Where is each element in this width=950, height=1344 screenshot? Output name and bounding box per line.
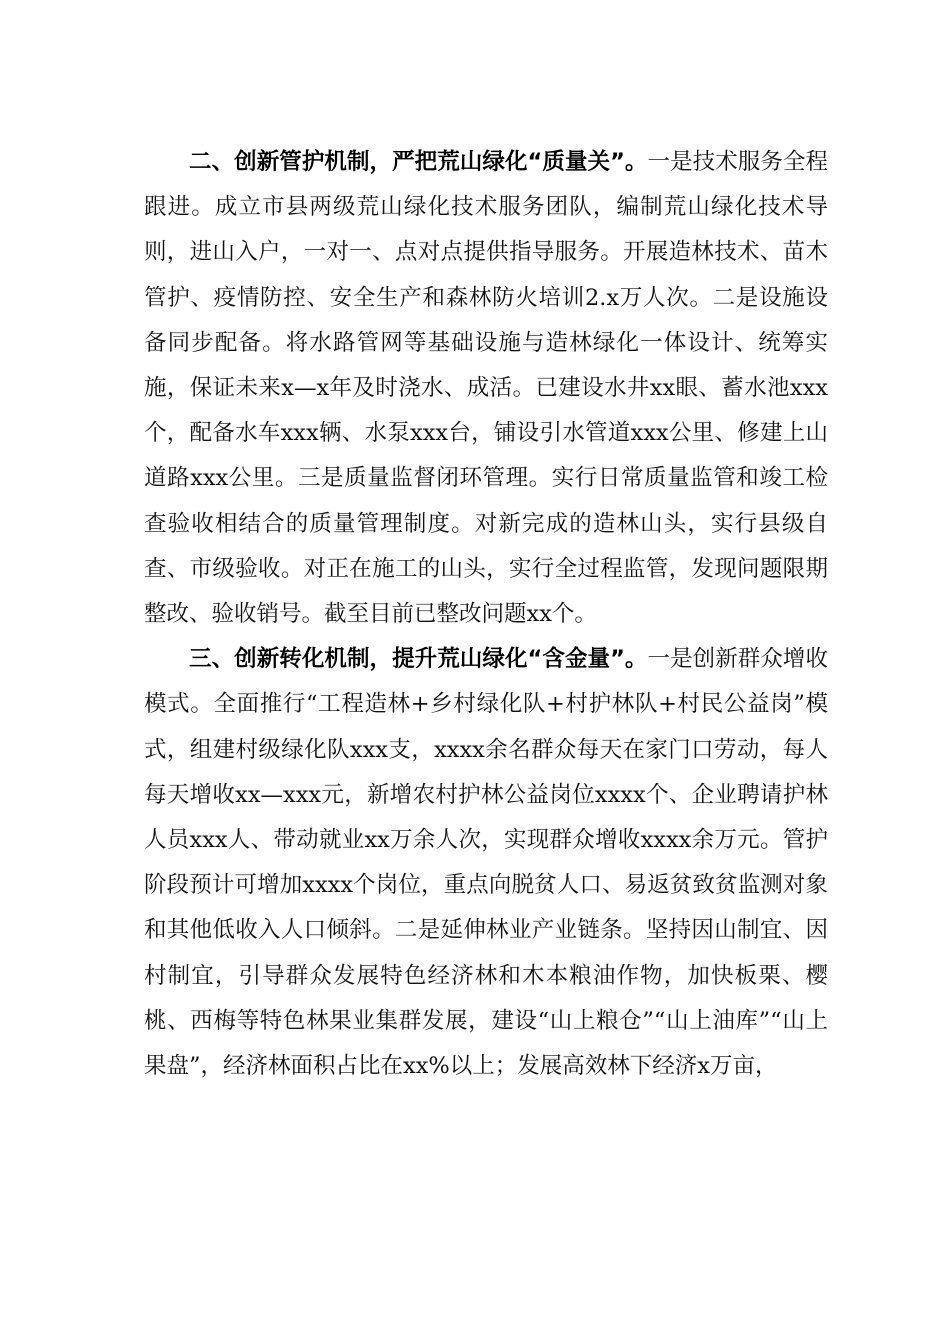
paragraph-transformation-mechanism <box>144 637 828 1089</box>
paragraph-heading: 二、创新管护机制，严把荒山绿化“质量关”。 <box>189 149 648 175</box>
paragraph-management-mechanism <box>144 140 828 637</box>
paragraph-body: 一是技术服务全程跟进。成立市县两级荒山绿化技术服务团队，编制荒山绿化技术导则，进山入户，一对一、点对点提供指导服务。开展造林技术、苗木管护、疫情防控、安全生产和森林防火培训2.x万人次。二是设施设备同步配备。将水路管网等基础设施与造林绿化一体设计、统筹实施，保证未来x—x年及时浇水、成活。已建设水井xx眼、蓄水池xxx个，配备水车xxx辆、水泵xxx台，铺设引水管道xxx公里、修建上山道路xxx公里。三是质量监督闭环管理。实行日常质量监管和竣工检查验收相结合的质量管理制度。对新完成的造林山头，实行县级自查、市级验收。对正在施工的山头，实行全过程监管，发现问题限期整改、验收销号。截至目前已整改问题xx个。 <box>144 149 828 628</box>
paragraph-heading: 三、创新转化机制，提升荒山绿化“含金量”。 <box>189 646 648 673</box>
document-body <box>144 140 828 1089</box>
paragraph-body: 一是创新群众增收模式。全面推行“工程造林+乡村绿化队+村护林队+村民公益岗”模式，组建村级绿化队xxx支，xxxx余名群众每天在家门口劳动，每人每天增收xx—xxx元，新增农村护林公益岗位xxxx个、企业聘请护林人员xxx人、带动就业xx万余人次，实现群众增收xxxx余万元。管护阶段预计可增加xxxx个岗位，重点向脱贫人口、易返贫致贫监测对象和其他低收入人口倾斜。二是延伸林业产业链条。坚持因山制宜、因村制宜，引导群众发展特色经济林和木本粮油作物，加快板栗、樱桃、西梅等特色林果业集群发展，建设“山上粮仓”“山上油库”“山上果盘”，经济林面积占比在xx%以上；发展高效林下经济x万亩， <box>144 646 828 1080</box>
